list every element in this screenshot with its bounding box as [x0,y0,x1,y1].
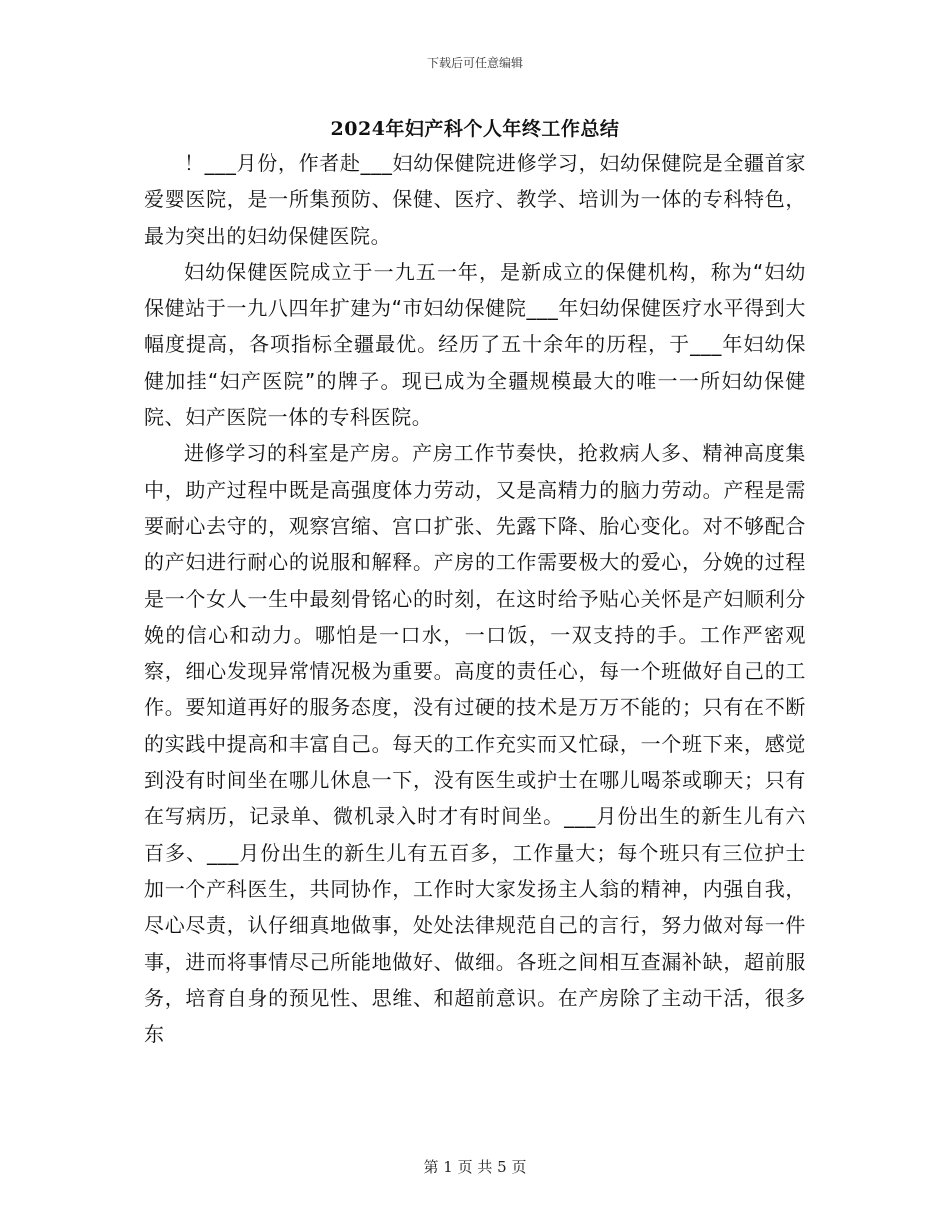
paragraph-delivery-room: 进修学习的科室是产房。产房工作节奏快，抢救病人多、精神高度集中，助产过程中既是高强度体力劳动，又是高精力的脑力劳动。产程是需要耐心去守的，观察宫缩、宫口扩张、先露下降、胎心变化。对不够配合的产妇进行耐心的说服和解释。产房的工作需要极大的爱心，分娩的过程是一个女人一生中最刻骨铭心的时刻，在这时给予贴心关怀是产妇顺利分娩的信心和动力。哪怕是一口水，一口饭，一双支持的手。工作严密观察，细心发现异常情况极为重要。高度的责任心，每一个班做好自己的工作。要知道再好的服务态度，没有过硬的技术是万万不能的；只有在不断的实践中提高和丰富自己。每天的工作充实而又忙碌，一个班下来，感觉到没有时间坐在哪儿休息一下，没有医生或护士在哪儿喝茶或聊天；只有在写病历，记录单、微机录入时才有时间坐。___月份出生的新生儿有六百多、___月份出生的新生儿有五百多，工作量大；每个班只有三位护士加一个产科医生，共同协作，工作时大家发扬主人翁的精神，内强自我，尽心尽责，认仔细真地做事，处处法律规范自己的言行，努力做对每一件事，进而将事情尽己所能地做好、做细。各班之间相互查漏补缺，超前服务，培育自身的预见性、思维、和超前意识。在产房除了主动干活，很多东 [144,441,806,1047]
document-title: 2024年妇产科个人年终工作总结 [330,118,620,140]
paragraph-hospital-history: 妇幼保健医院成立于一九五一年，是新成立的保健机构，称为“妇幼保健站于一九八四年扩建为“市妇幼保健院___年妇幼保健医疗水平得到大幅度提高，各项指标全疆最优。经历了五十余年的历程，于___年妇幼保健加挂“妇产医院”的牌子。现已成为全疆规模最大的唯一一所妇幼保健院、妇产医院一体的专科医院。 [144,259,806,430]
paragraph-intro: ！___月份，作者赴___妇幼保健院进修学习，妇幼保健院是全疆首家爱婴医院，是一所集预防、保健、医疗、教学、培训为一体的专科特色，最为突出的妇幼保健医院。 [144,151,806,248]
document-body [144,145,806,1052]
page-number: 第 1 页 共 5 页 [423,1158,527,1176]
header-note: 下载后可任意编辑 [426,56,523,70]
